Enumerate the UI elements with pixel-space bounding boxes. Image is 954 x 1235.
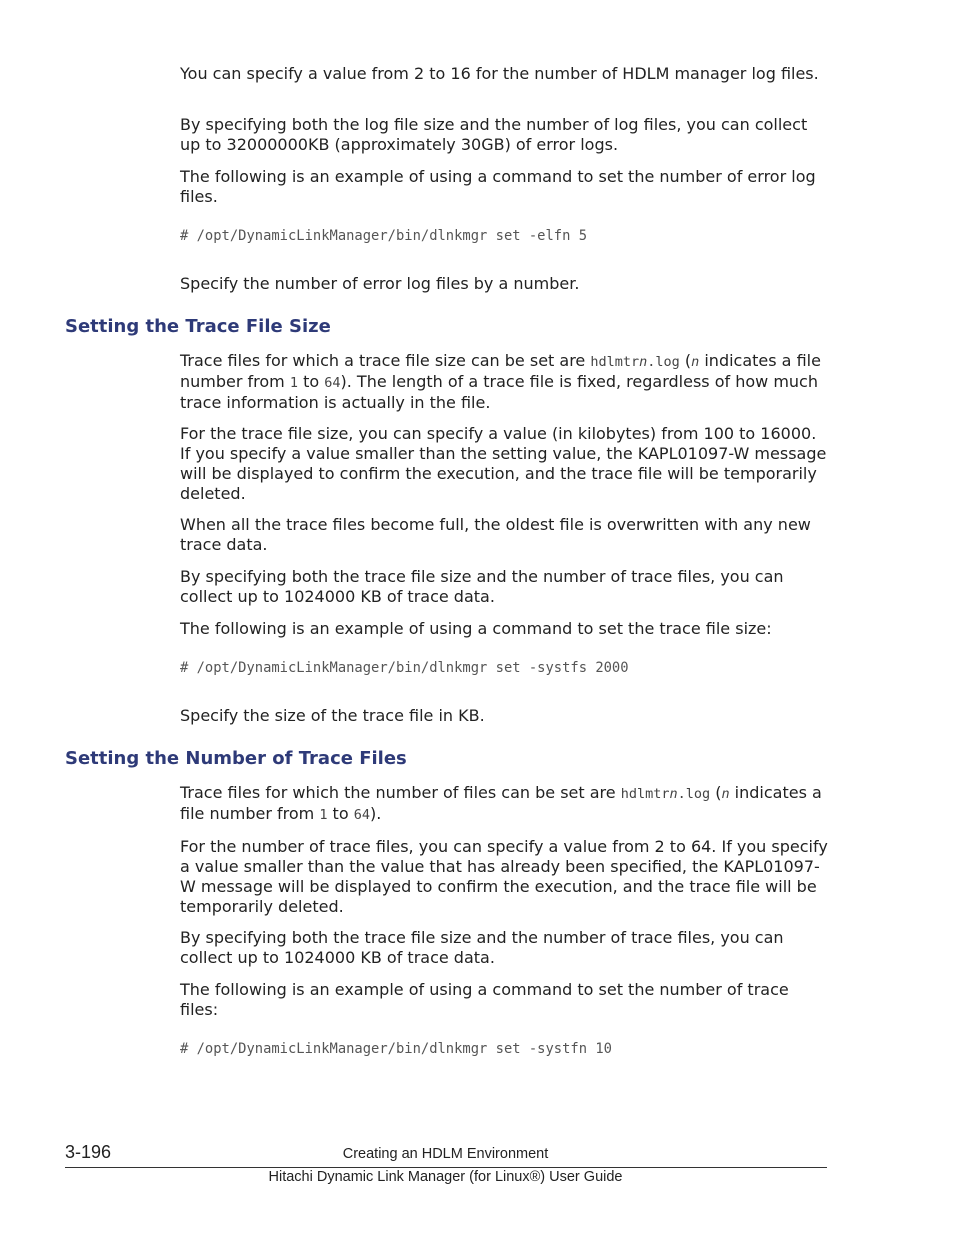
file-name-prefix: hdlmtr — [620, 786, 670, 802]
page-number: 3-196 — [65, 1142, 112, 1162]
text-segment: Trace files for which a trace file size can be set are — [180, 351, 591, 370]
text-segment: to — [298, 372, 325, 391]
number-1: 1 — [319, 807, 328, 823]
trace-count-files-paragraph — [180, 783, 828, 825]
file-name-suffix: .log — [647, 354, 680, 370]
trace-size-capacity-paragraph: By specifying both the trace file size and the number of trace files, you can collect up to 1024000 KB of trace data. — [180, 567, 784, 606]
trace-size-note: Specify the size of the trace file in KB. — [180, 706, 485, 725]
trace-count-example-intro: The following is an example of using a command to set the number of trace files: — [180, 980, 789, 1019]
trace-count-capacity-paragraph: By specifying both the trace file size and the number of trace files, you can collect up to 1024000 KB of trace data. — [180, 928, 784, 967]
trace-count-heading: Setting the Number of Trace Files — [65, 748, 407, 769]
number-64: 64 — [324, 375, 341, 391]
text-segment: ). — [369, 804, 382, 823]
trace-size-files-paragraph — [180, 351, 828, 413]
trace-size-heading: Setting the Trace File Size — [65, 316, 331, 337]
error-log-example-intro: The following is an example of using a command to set the number of error log files. — [180, 167, 816, 206]
file-name-variable: n — [669, 786, 678, 802]
text-segment: ( — [710, 783, 722, 802]
trace-count-command-example: # /opt/DynamicLinkManager/bin/dlnkmgr set -systfn 10 — [180, 1041, 612, 1057]
error-log-note: Specify the number of error log files by a number. — [180, 274, 580, 293]
text-segment: Trace files for which the number of files can be set are — [180, 783, 621, 802]
trace-size-range-paragraph: For the trace file size, you can specify a value (in kilobytes) from 100 to 16000. If you specify a value smaller than the setting value, the KAPL01097-W message will be displayed to confirm the execution, and the trace file will be temporarily deleted. — [180, 424, 827, 503]
file-name-suffix: .log — [677, 786, 711, 802]
footer-chapter-title: Creating an HDLM Environment — [342, 1146, 549, 1162]
variable-n: n — [691, 354, 700, 370]
text-segment: indicates a file number from — [180, 783, 822, 823]
footer-divider — [65, 1167, 827, 1168]
variable-n: n — [721, 786, 730, 802]
trace-size-overwrite-paragraph: When all the trace files become full, the oldest file is overwritten with any new trace data. — [180, 515, 811, 554]
error-log-capacity-paragraph: By specifying both the log file size and the number of log files, you can collect up to 32000000KB (approximately 30GB) of error logs. — [180, 115, 808, 154]
text-segment: indicates a file number from — [180, 351, 821, 391]
text-segment: ( — [679, 351, 692, 370]
error-log-range-paragraph: You can specify a value from 2 to 16 for the number of HDLM manager log files. — [180, 64, 819, 83]
number-1: 1 — [289, 375, 298, 391]
file-name-variable: n — [639, 354, 648, 370]
trace-count-range-paragraph: For the number of trace files, you can specify a value from 2 to 64. If you specify a value smaller than the value that has already been specified, the KAPL01097-W message will be displayed to confirm the execution, and the trace file will be temporarily deleted. — [180, 837, 828, 916]
text-segment: ). The length of a trace file is fixed, regardless of how much trace information is actually in the file. — [180, 372, 818, 412]
trace-size-example-intro: The following is an example of using a command to set the trace file size: — [180, 619, 772, 638]
file-name-prefix: hdlmtr — [590, 354, 640, 370]
error-log-command-example: # /opt/DynamicLinkManager/bin/dlnkmgr set -elfn 5 — [180, 228, 588, 244]
trace-size-command-example: # /opt/DynamicLinkManager/bin/dlnkmgr set -systfs 2000 — [180, 660, 629, 676]
number-64: 64 — [353, 807, 370, 823]
text-segment: to — [327, 804, 354, 823]
footer-book-title: Hitachi Dynamic Link Manager (for Linux®) User Guide — [268, 1169, 623, 1185]
